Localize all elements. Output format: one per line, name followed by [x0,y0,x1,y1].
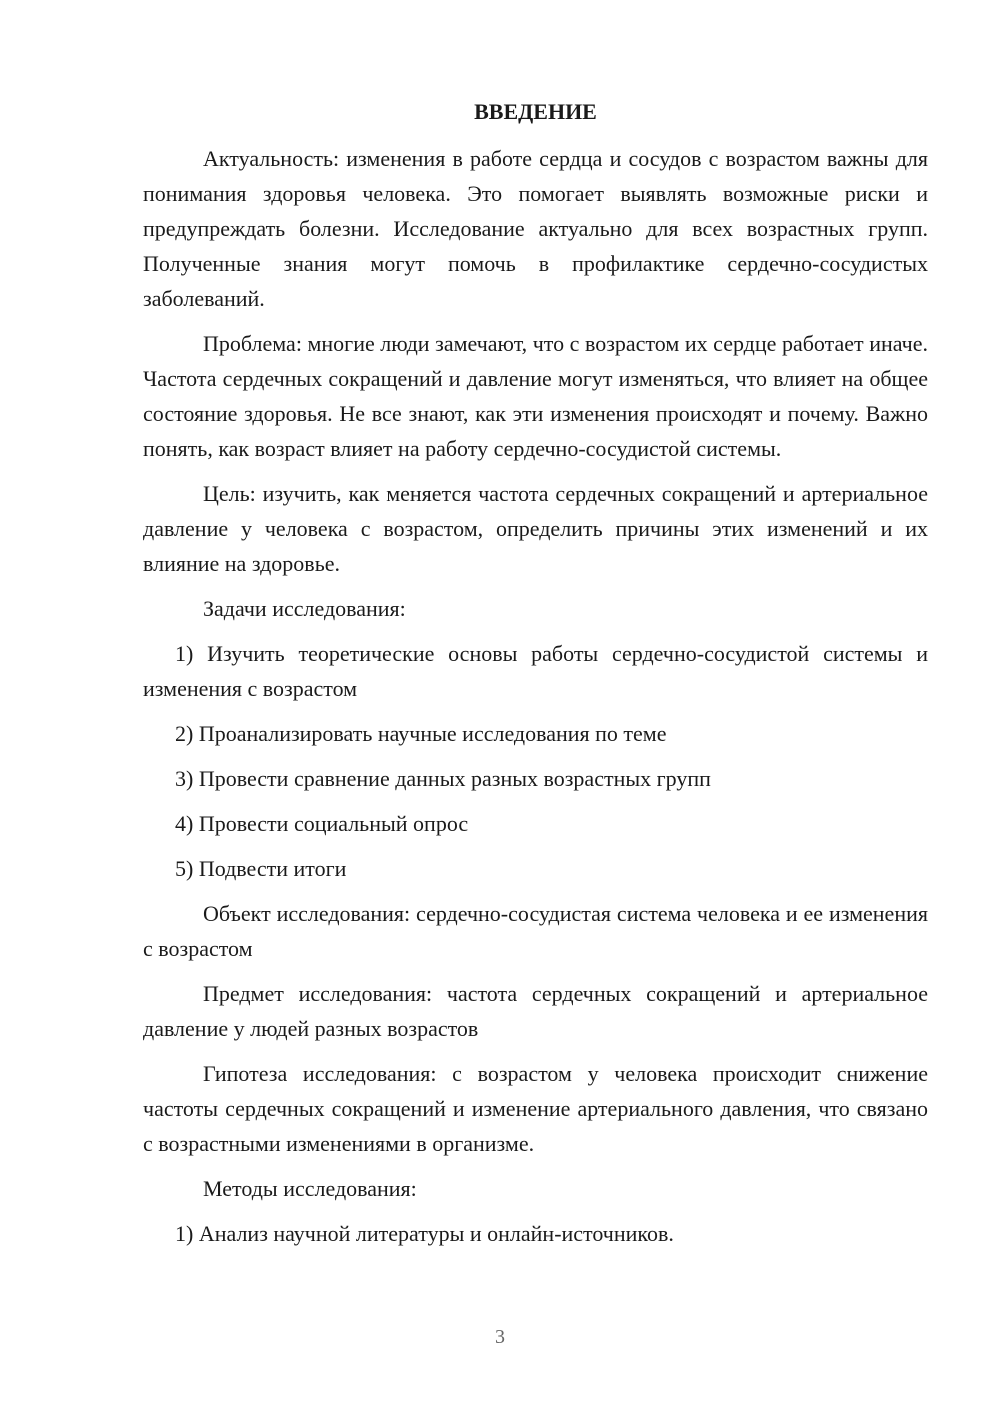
page-number: 3 [495,1326,505,1348]
task-item-5: 5) Подвести итоги [175,856,347,881]
goal-paragraph: Цель: изучить, как меняется частота сердечных сокращений и артериальное давление у человека с возрастом, определить причины этих изменений и их влияние на здоровье. [143,481,928,576]
object-paragraph: Объект исследования: сердечно-сосудистая система человека и ее изменения с возрастом [143,901,928,961]
page-heading: ВВЕДЕНИЕ [474,99,597,124]
tasks-title: Задачи исследования: [203,596,406,621]
hypothesis-paragraph: Гипотеза исследования: с возрастом у человека происходит снижение частоты сердечных сокращений и изменение артериального давления, что связано с возрастными изменениями в организме. [143,1061,928,1156]
task-item-1: 1) Изучить теоретические основы работы сердечно-сосудистой системы и изменения с возрастом [143,641,928,701]
method-item-1: 1) Анализ научной литературы и онлайн-источников. [175,1221,674,1246]
relevance-paragraph: Актуальность: изменения в работе сердца и сосудов с возрастом важны для понимания здоровья человека. Это помогает выявлять возможные риски и предупреждать болезни. Исследование актуально для всех возрастных групп. Полученные знания могут помочь в профилактике сердечно-сосудистых заболеваний. [143,146,928,311]
task-item-2: 2) Проанализировать научные исследования по теме [175,721,667,746]
subject-paragraph: Предмет исследования: частота сердечных сокращений и артериальное давление у людей разных возрастов [143,981,928,1041]
methods-title: Методы исследования: [203,1176,417,1201]
page-content [143,94,928,1261]
problem-paragraph: Проблема: многие люди замечают, что с возрастом их сердце работает иначе. Частота сердечных сокращений и давление могут изменяться, что влияет на общее состояние здоровья. Не все знают, как эти изменения происходят и почему. Важно понять, как возраст влияет на работу сердечно-сосудистой системы. [143,331,928,461]
task-item-4: 4) Провести социальный опрос [175,811,469,836]
task-item-3: 3) Провести сравнение данных разных возрастных групп [175,766,711,791]
